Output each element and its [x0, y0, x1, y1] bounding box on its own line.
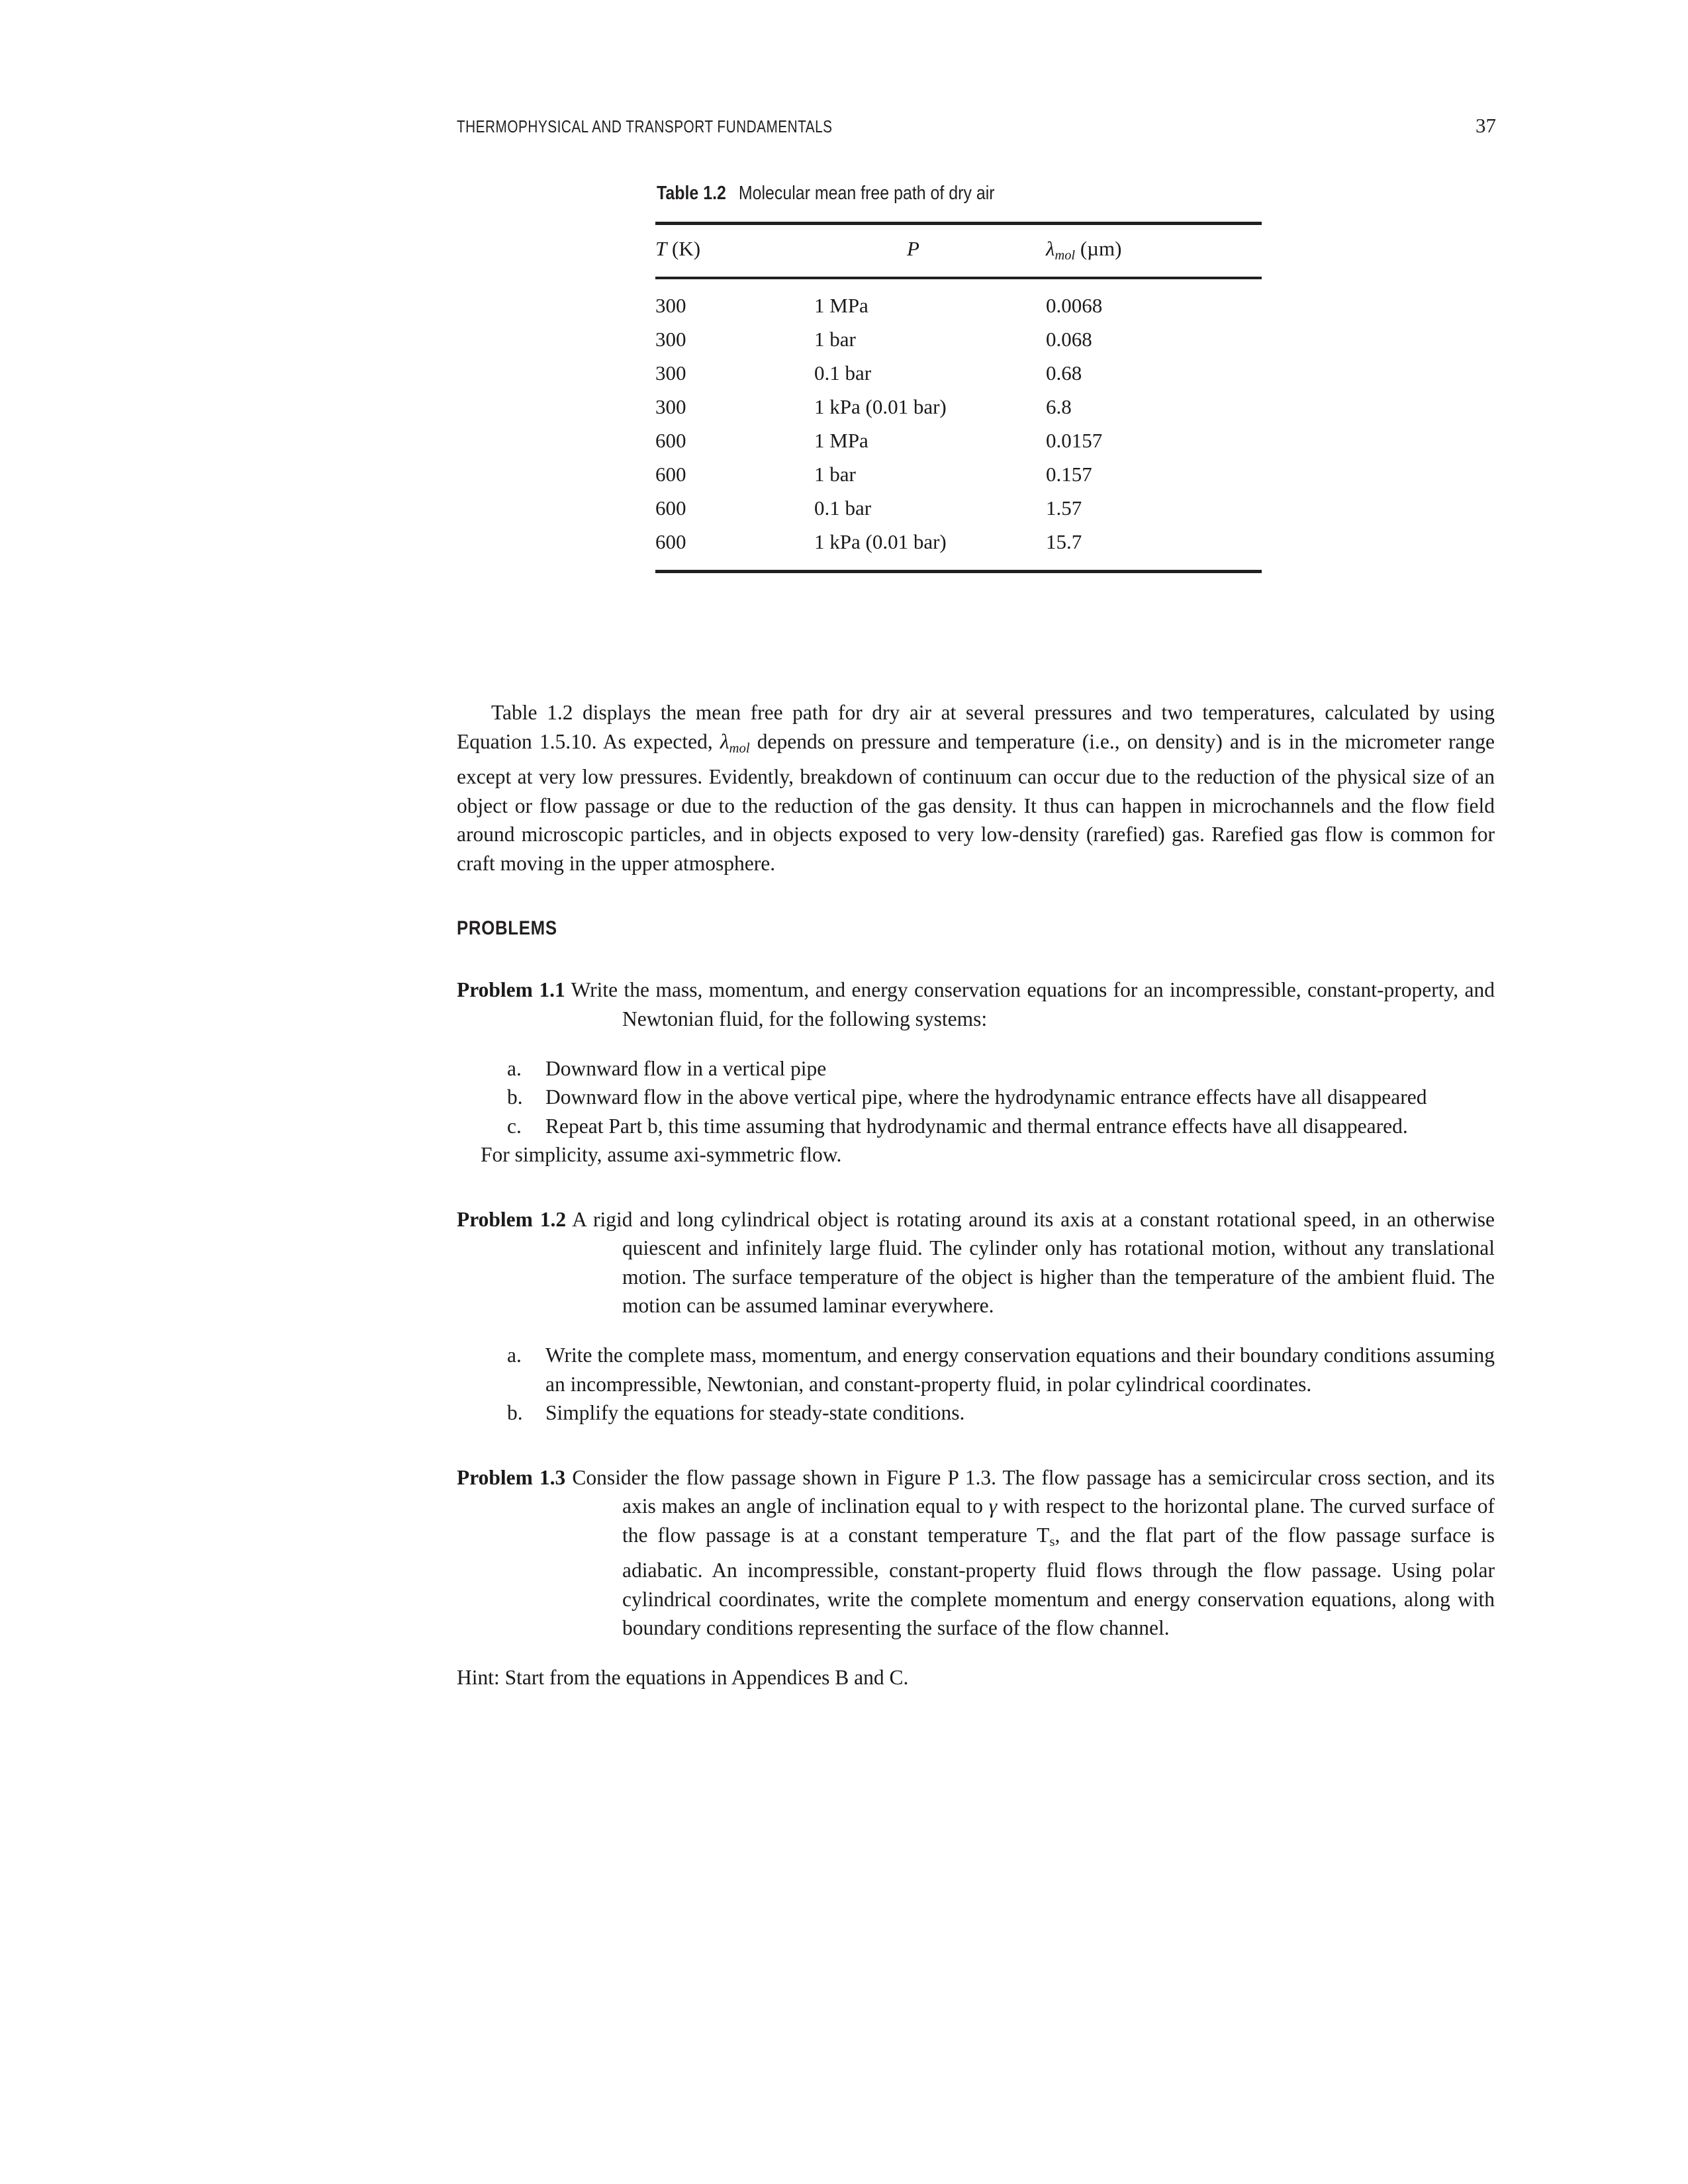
list-item — [481, 1341, 1495, 1398]
lambda-inline-subscript: mol — [729, 740, 750, 756]
cell-temperature: 300 — [655, 328, 686, 351]
problem-text-part-3: , and the flat part of the flow passage surface is adiabatic. An incompressible, constant-property fluid flows through the flow passage. Using polar cylindrical coordinates, write the complete momentum and energy conservation equations, along with boundary conditions representing the surface of the flow channel. — [622, 1523, 1495, 1640]
cell-temperature: 600 — [655, 530, 686, 554]
cell-lambda: 0.0157 — [1046, 429, 1103, 453]
cell-lambda: 0.68 — [1046, 361, 1082, 385]
problem-label: Problem 1.1 — [457, 978, 565, 1002]
problem-text: Write the mass, momentum, and energy conservation equations for an incompressible, constant-property, and Newtonian fluid, for the following systems: — [571, 978, 1495, 1030]
running-head — [457, 114, 1496, 138]
problem-label: Problem 1.2 — [457, 1207, 567, 1231]
cell-temperature: 600 — [655, 496, 686, 520]
cell-temperature: 600 — [655, 463, 686, 486]
problem-1-2-items — [457, 1341, 1495, 1428]
table-row — [655, 278, 1262, 323]
cell-pressure: 1 MPa — [814, 429, 868, 453]
lambda-unit: (µm) — [1080, 237, 1122, 260]
cell-temperature: 300 — [655, 395, 686, 419]
list-item — [481, 1112, 1495, 1141]
lambda-inline-symbol: λ — [720, 729, 729, 753]
list-item-text: Downward flow in the above vertical pipe, where the hydrodynamic entrance effects have all disappeared — [545, 1085, 1427, 1109]
table-row — [655, 390, 1262, 424]
table-header-row — [655, 224, 1262, 279]
cell-temperature: 300 — [655, 361, 686, 385]
problems-heading: PROBLEMS — [457, 917, 557, 940]
column-header-lambda — [1046, 224, 1262, 279]
cell-lambda: 0.157 — [1046, 463, 1092, 486]
table-row — [655, 424, 1262, 458]
cell-pressure: 1 bar — [814, 463, 856, 486]
table-row — [655, 525, 1262, 570]
discussion-paragraph — [457, 698, 1495, 878]
table-row — [655, 323, 1262, 357]
page-number: 37 — [1476, 114, 1496, 137]
list-marker: b. — [507, 1401, 523, 1425]
body-column — [457, 698, 1495, 1692]
cell-lambda: 0.068 — [1046, 328, 1092, 351]
list-item — [481, 1083, 1495, 1112]
cell-temperature: 600 — [655, 429, 686, 453]
problem-1-3-hint: Hint: Start from the equations in Appendices B and C. — [457, 1666, 909, 1690]
table-caption-text: Molecular mean free path of dry air — [738, 183, 995, 204]
cell-pressure: 0.1 bar — [814, 361, 872, 385]
problem-1-2 — [457, 1205, 1495, 1320]
list-item — [481, 1398, 1495, 1428]
cell-pressure: 0.1 bar — [814, 496, 872, 520]
pressure-symbol: P — [907, 237, 919, 260]
list-item — [481, 1054, 1495, 1083]
cell-lambda: 6.8 — [1046, 395, 1072, 419]
list-item-text: Simplify the equations for steady-state conditions. — [545, 1401, 965, 1425]
list-item-text: Downward flow in a vertical pipe — [545, 1056, 827, 1080]
column-header-temperature — [655, 224, 814, 279]
cell-lambda: 0.0068 — [1046, 294, 1103, 318]
problem-text-part-2: with respect to the horizontal plane. The curved surface of the flow passage is at a constant temperature T — [622, 1494, 1495, 1547]
cell-lambda: 15.7 — [1046, 530, 1082, 554]
mean-free-path-table — [655, 222, 1262, 570]
running-head-title: THERMOPHYSICAL AND TRANSPORT FUNDAMENTALS — [457, 116, 833, 136]
table-head — [655, 224, 1262, 279]
lambda-symbol: λ — [1046, 237, 1055, 260]
problem-1-3 — [457, 1463, 1495, 1643]
column-header-pressure — [814, 224, 1046, 279]
cell-pressure: 1 kPa (0.01 bar) — [814, 530, 947, 554]
list-marker: c. — [507, 1114, 522, 1138]
table-row — [655, 492, 1262, 525]
paragraph-part-1: Table 1.2 displays the mean free path for dry air at several pressures and two temperatures, calculated by using Equation 1.5.10. As expected, — [457, 701, 1495, 753]
cell-pressure: 1 MPa — [814, 294, 868, 318]
problem-1-1-footer: For simplicity, assume axi-symmetric flow. — [481, 1143, 842, 1167]
table-label: Table 1.2 — [657, 183, 726, 204]
problem-text-part-1: Consider the flow passage shown in Figure P 1.3. The flow passage has a semicircular cross section, and its axis makes an angle of inclination equal to — [572, 1465, 1495, 1518]
cell-pressure: 1 kPa (0.01 bar) — [814, 395, 947, 419]
table-bottom-rule — [655, 570, 1262, 573]
cell-temperature: 300 — [655, 294, 686, 318]
list-marker: a. — [507, 1343, 522, 1367]
problem-text: A rigid and long cylindrical object is rotating around its axis at a constant rotational speed, in an otherwise quiescent and infinitely large fluid. The cylinder only has rotational motion, without any translational motion. The surface temperature of the object is higher than the temperature of the ambient fluid. The motion can be assumed laminar everywhere. — [572, 1207, 1495, 1318]
problem-1-1-items — [457, 1054, 1495, 1141]
temperature-symbol: T — [655, 237, 667, 260]
list-item-text: Repeat Part b, this time assuming that hydrodynamic and thermal entrance effects have all disappeared. — [545, 1114, 1408, 1138]
lambda-subscript: mol — [1055, 248, 1076, 263]
list-marker: a. — [507, 1056, 522, 1080]
table-body — [655, 278, 1262, 570]
temperature-unit: (K) — [672, 237, 701, 260]
list-item-text: Write the complete mass, momentum, and energy conservation equations and their boundary conditions assuming an incompressible, Newtonian, and constant-property fluid, in polar cylindrical coordinates. — [545, 1343, 1495, 1396]
problem-label: Problem 1.3 — [457, 1465, 566, 1489]
table-row — [655, 357, 1262, 390]
table-row — [655, 458, 1262, 492]
paragraph-part-2: depends on pressure and temperature (i.e., on density) and is in the micrometer range except at very low pressures. Evidently, breakdown of continuum can occur due to the reduction of the physical size of an object or flow passage or due to the reduction of the gas density. It thus can happen in microchannels and the flow field around microscopic particles, and in objects exposed to very low-density (rarefied) gas. Rarefied gas flow is common for craft moving in the upper atmosphere. — [457, 729, 1495, 875]
ts-subscript: s — [1049, 1533, 1055, 1549]
table-block — [655, 183, 1262, 573]
gamma-symbol: γ — [988, 1494, 998, 1518]
problem-1-1 — [457, 976, 1495, 1033]
cell-pressure: 1 bar — [814, 328, 856, 351]
table-caption — [657, 183, 1177, 205]
cell-lambda: 1.57 — [1046, 496, 1082, 520]
list-marker: b. — [507, 1085, 523, 1109]
